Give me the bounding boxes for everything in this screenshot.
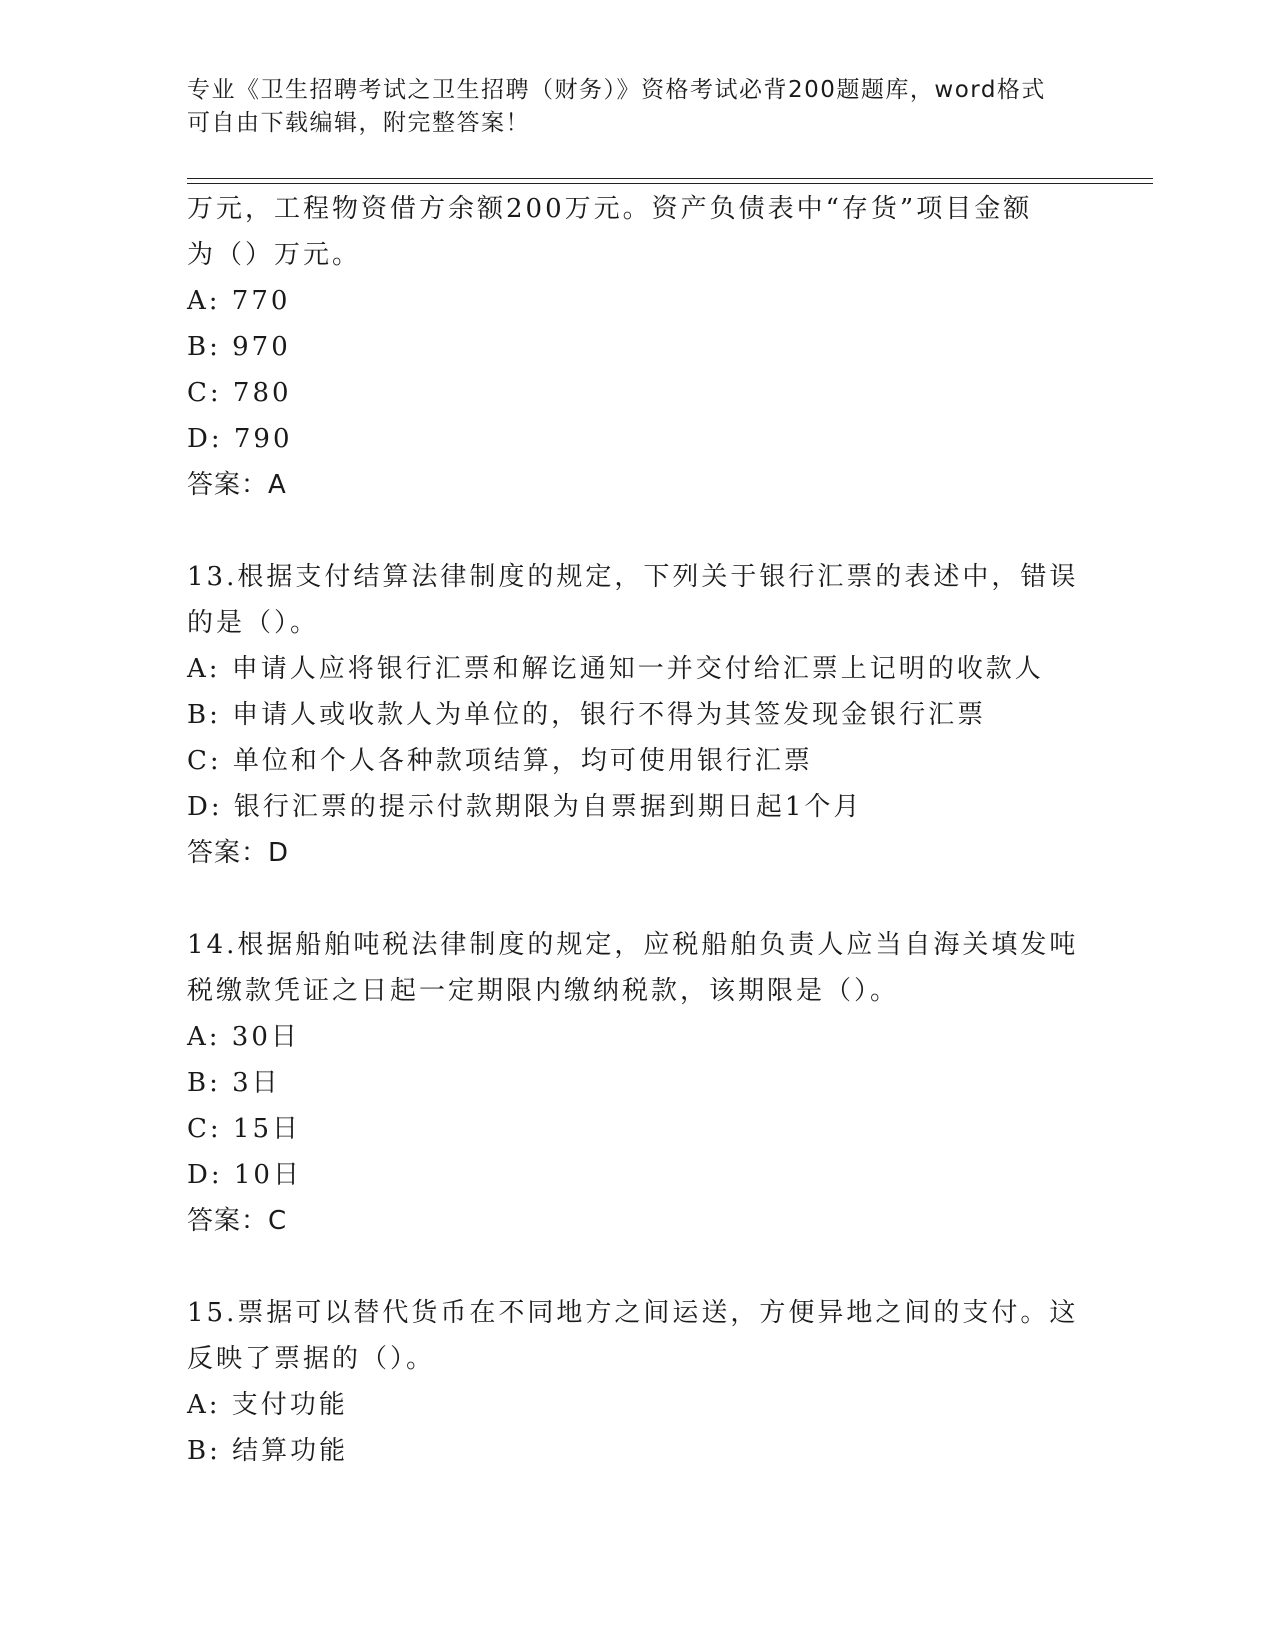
option-b: B: 申请人或收款人为单位的，银行不得为其签发现金银行汇票 [187,700,987,730]
header-divider-top [187,178,1153,179]
question-list [187,186,1087,1474]
question-stem-line: 万元，工程物资借方余额200万元。资产负债表中“存货”项目金额 [187,194,1033,224]
question-block-12 [187,186,1087,508]
option-a: A: 申请人应将银行汇票和解讫通知一并交付给汇票上记明的收款人 [187,654,1044,684]
option-a: A: 30日 [187,1022,300,1052]
option-c: C: 780 [187,378,292,408]
option-a: A: 770 [187,286,291,316]
option-b: B: 3日 [187,1068,281,1098]
question-block-15 [187,1290,1087,1474]
spacer [187,508,1087,554]
header-divider-bottom [187,183,1153,184]
question-stem-line: 13.根据支付结算法律制度的规定，下列关于银行汇票的表述中，错误 [187,562,1079,592]
option-c: C: 单位和个人各种款项结算，均可使用银行汇票 [187,746,813,776]
answer-line: 答案：D [187,838,290,868]
answer-line: 答案：C [187,1206,288,1236]
document-header [187,74,1087,140]
spacer [187,876,1087,922]
option-d: D: 银行汇票的提示付款期限为自票据到期日起1个月 [187,792,863,822]
question-stem-line: 税缴款凭证之日起一定期限内缴纳税款，该期限是（）。 [187,976,900,1006]
question-stem-line: 15.票据可以替代货币在不同地方之间运送，方便异地之间的支付。这 [187,1298,1079,1328]
question-block-13 [187,554,1087,876]
spacer [187,1244,1087,1290]
option-a: A: 支付功能 [187,1390,348,1420]
answer-line: 答案：A [187,470,287,500]
header-title-line-2: 可自由下载编辑，附完整答案！ [187,110,530,136]
question-stem-line: 为（）万元。 [187,240,362,270]
question-block-14 [187,922,1087,1244]
option-b: B: 970 [187,332,291,362]
option-c: C: 15日 [187,1114,302,1144]
question-stem-line: 反映了票据的（）。 [187,1344,436,1374]
option-b: B: 结算功能 [187,1436,349,1466]
question-stem-line: 14.根据船舶吨税法律制度的规定，应税船舶负责人应当自海关填发吨 [187,930,1079,960]
question-stem-line: 的是（）。 [187,608,320,638]
option-d: D: 790 [187,424,293,454]
header-title-line-1: 专业《卫生招聘考试之卫生招聘（财务）》资格考试必背200题题库，word格式 [187,77,1046,103]
option-d: D: 10日 [187,1160,302,1190]
